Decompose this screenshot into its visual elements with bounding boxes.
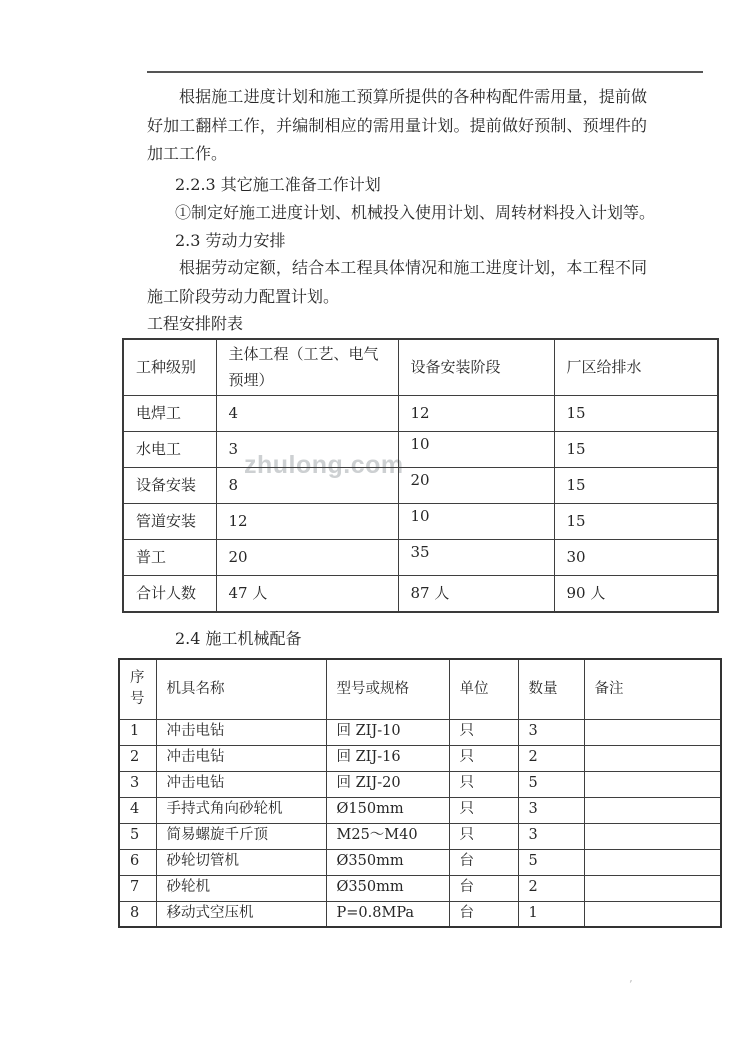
machine-cell: 5	[518, 771, 584, 797]
table-row	[119, 823, 721, 849]
labor-cell: 87 人	[398, 576, 554, 612]
labor-table-title: 工程安排附表	[147, 314, 244, 333]
labor-cell: 电焊工	[123, 396, 216, 432]
table-row	[123, 576, 718, 612]
labor-cell: 20	[398, 468, 554, 504]
labor-arrangement-table	[122, 338, 719, 613]
machine-cell: 砂轮机	[156, 875, 326, 901]
machine-cell: 回 ZIJ-10	[326, 719, 449, 745]
labor-cell: 3	[216, 432, 398, 468]
machine-cell: M25～M40	[326, 823, 449, 849]
machine-cell: 砂轮切管机	[156, 849, 326, 875]
watermark: zhulong.com	[244, 451, 404, 479]
labor-cell: 90 人	[554, 576, 718, 612]
labor-cell: 普工	[123, 540, 216, 576]
labor-cell: 15	[554, 504, 718, 540]
labor-cell: 20	[216, 540, 398, 576]
machine-cell: 1	[119, 719, 156, 745]
machine-cell	[584, 797, 721, 823]
labor-cell: 管道安装	[123, 504, 216, 540]
machine-cell: 冲击电钻	[156, 771, 326, 797]
machine-col-header: 机具名称	[156, 659, 326, 719]
machine-col-header: 型号或规格	[326, 659, 449, 719]
labor-cell: 15	[554, 468, 718, 504]
table-row	[123, 504, 718, 540]
labor-cell: 35	[398, 540, 554, 576]
labor-cell: 47 人	[216, 576, 398, 612]
heading-2-3: 2.3 劳动力安排	[175, 231, 286, 250]
page-header-rule	[147, 71, 703, 73]
machine-cell: 5	[119, 823, 156, 849]
labor-col-header: 厂区给排水	[554, 339, 718, 396]
machine-cell: 只	[449, 745, 518, 771]
table-row	[123, 468, 718, 504]
table-row	[123, 396, 718, 432]
stray-mark: ’	[629, 978, 633, 991]
list-item-plans: ①制定好施工进度计划、机械投入使用计划、周转材料投入计划等。	[175, 203, 656, 222]
machine-cell: Ø150mm	[326, 797, 449, 823]
machine-cell: 台	[449, 849, 518, 875]
machine-equipment-table	[118, 658, 722, 928]
machine-cell: 8	[119, 901, 156, 927]
table-row	[119, 771, 721, 797]
labor-cell: 15	[554, 432, 718, 468]
machine-col-header: 序号	[119, 659, 156, 719]
machine-cell: 只	[449, 719, 518, 745]
table-row	[119, 901, 721, 927]
machine-cell	[584, 875, 721, 901]
labor-cell: 12	[398, 396, 554, 432]
labor-cell: 4	[216, 396, 398, 432]
labor-cell: 30	[554, 540, 718, 576]
table-row	[119, 797, 721, 823]
machine-cell: 4	[119, 797, 156, 823]
machine-cell: 回 ZIJ-20	[326, 771, 449, 797]
machine-cell: 台	[449, 901, 518, 927]
machine-cell: Ø350mm	[326, 875, 449, 901]
machine-cell: 3	[518, 823, 584, 849]
labor-cell: 12	[216, 504, 398, 540]
labor-table-header-row	[123, 339, 718, 396]
machine-col-header: 备注	[584, 659, 721, 719]
machine-cell: 只	[449, 823, 518, 849]
machine-cell: 只	[449, 771, 518, 797]
machine-cell: 3	[119, 771, 156, 797]
machine-cell: 3	[518, 719, 584, 745]
heading-2-2-3: 2.2.3 其它施工准备工作计划	[175, 175, 381, 194]
machine-col-header: 单位	[449, 659, 518, 719]
machine-cell	[584, 771, 721, 797]
table-row	[123, 540, 718, 576]
machine-cell	[584, 745, 721, 771]
machine-col-header: 数量	[518, 659, 584, 719]
machine-cell: 1	[518, 901, 584, 927]
table-row	[119, 719, 721, 745]
table-row	[119, 875, 721, 901]
machine-cell: 只	[449, 797, 518, 823]
table-row	[119, 745, 721, 771]
labor-cell: 设备安装	[123, 468, 216, 504]
labor-col-header: 工种级别	[123, 339, 216, 396]
labor-col-header: 设备安装阶段	[398, 339, 554, 396]
machine-cell: 冲击电钻	[156, 745, 326, 771]
machine-table-header-row	[119, 659, 721, 719]
machine-cell: P=0.8MPa	[326, 901, 449, 927]
heading-2-4: 2.4 施工机械配备	[175, 629, 302, 648]
table-row	[123, 432, 718, 468]
machine-cell: 回 ZIJ-16	[326, 745, 449, 771]
table-row	[119, 849, 721, 875]
machine-cell	[584, 849, 721, 875]
machine-cell: 2	[518, 745, 584, 771]
machine-cell: 移动式空压机	[156, 901, 326, 927]
machine-cell	[584, 823, 721, 849]
paragraph-prefab-plan: 根据施工进度计划和施工预算所提供的各种构配件需用量，提前做好加工翻样工作，并编制相应的需用量计划。提前做好预制、预埋件的加工工作。	[147, 87, 647, 163]
machine-cell: 2	[518, 875, 584, 901]
machine-cell: 5	[518, 849, 584, 875]
machine-cell: 3	[518, 797, 584, 823]
machine-cell: 手持式角向砂轮机	[156, 797, 326, 823]
labor-cell: 合计人数	[123, 576, 216, 612]
machine-cell: 2	[119, 745, 156, 771]
labor-cell: 10	[398, 432, 554, 468]
machine-cell: 冲击电钻	[156, 719, 326, 745]
machine-cell: 简易螺旋千斤顶	[156, 823, 326, 849]
machine-cell	[584, 719, 721, 745]
machine-cell	[584, 901, 721, 927]
machine-cell: 台	[449, 875, 518, 901]
labor-cell: 水电工	[123, 432, 216, 468]
labor-cell: 15	[554, 396, 718, 432]
machine-cell: 6	[119, 849, 156, 875]
labor-cell: 10	[398, 504, 554, 540]
labor-cell: 8	[216, 468, 398, 504]
paragraph-labor-plan: 根据劳动定额，结合本工程具体情况和施工进度计划，本工程不同施工阶段劳动力配置计划。	[147, 258, 647, 306]
machine-cell: Ø350mm	[326, 849, 449, 875]
labor-col-header: 主体工程（工艺、电气预埋）	[216, 339, 398, 396]
machine-cell: 7	[119, 875, 156, 901]
